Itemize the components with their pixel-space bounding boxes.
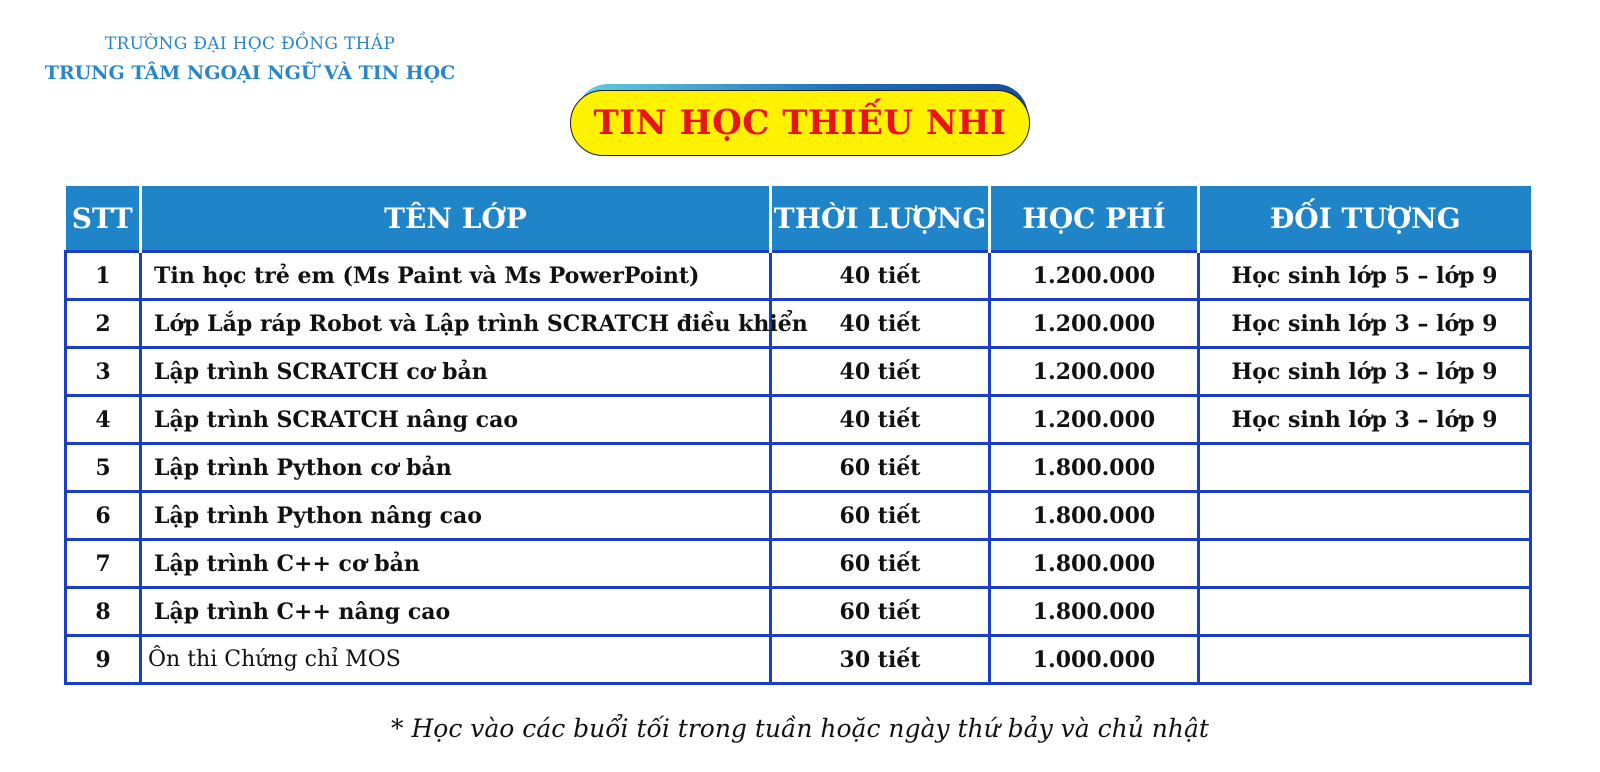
- table-row: [66, 588, 1531, 636]
- cell-target: [1199, 444, 1531, 492]
- table-row: [66, 396, 1531, 444]
- cell-target: [1199, 588, 1531, 636]
- cell-stt: 5: [66, 444, 141, 492]
- table-header-row: [66, 186, 1531, 252]
- cell-stt: 6: [66, 492, 141, 540]
- cell-duration: 60 tiết: [771, 492, 990, 540]
- cell-target: [1199, 540, 1531, 588]
- cell-stt: 8: [66, 588, 141, 636]
- cell-fee: 1.200.000: [990, 348, 1199, 396]
- cell-fee: 1.200.000: [990, 252, 1199, 300]
- cell-fee: 1.000.000: [990, 636, 1199, 684]
- cell-stt: 3: [66, 348, 141, 396]
- cell-course-name: Lập trình Python cơ bản: [141, 444, 771, 492]
- cell-target: Học sinh lớp 3 – lớp 9: [1199, 348, 1531, 396]
- cell-course-name: Tin học trẻ em (Ms Paint và Ms PowerPoint): [141, 252, 771, 300]
- column-header-name: TÊN LỚP: [141, 186, 771, 252]
- cell-course-name: Lập trình SCRATCH nâng cao: [141, 396, 771, 444]
- table-row: [66, 348, 1531, 396]
- cell-course-name: Lập trình C++ nâng cao: [141, 588, 771, 636]
- column-header-fee: HỌC PHÍ: [990, 186, 1199, 252]
- cell-fee: 1.800.000: [990, 444, 1199, 492]
- cell-target: Học sinh lớp 3 – lớp 9: [1199, 300, 1531, 348]
- cell-stt: 1: [66, 252, 141, 300]
- table-row: [66, 492, 1531, 540]
- cell-course-name: Lập trình C++ cơ bản: [141, 540, 771, 588]
- table-row: [66, 252, 1531, 300]
- table-row: [66, 444, 1531, 492]
- cell-stt: 9: [66, 636, 141, 684]
- table-row: [66, 636, 1531, 684]
- cell-duration: 40 tiết: [771, 348, 990, 396]
- cell-course-name: Lập trình SCRATCH cơ bản: [141, 348, 771, 396]
- center-name: TRUNG TÂM NGOẠI NGỮ VÀ TIN HỌC: [44, 62, 456, 84]
- column-header-duration: THỜI LƯỢNG: [771, 186, 990, 252]
- cell-stt: 4: [66, 396, 141, 444]
- cell-duration: 40 tiết: [771, 300, 990, 348]
- cell-duration: 40 tiết: [771, 252, 990, 300]
- column-header-target: ĐỐI TƯỢNG: [1199, 186, 1531, 252]
- cell-duration: 60 tiết: [771, 588, 990, 636]
- cell-duration: 30 tiết: [771, 636, 990, 684]
- organization-header: [40, 30, 460, 88]
- cell-fee: 1.800.000: [990, 540, 1199, 588]
- cell-course-name: Lớp Lắp ráp Robot và Lập trình SCRATCH điều khiển: [141, 300, 771, 348]
- cell-duration: 60 tiết: [771, 540, 990, 588]
- cell-target: Học sinh lớp 3 – lớp 9: [1199, 396, 1531, 444]
- cell-duration: 40 tiết: [771, 396, 990, 444]
- cell-stt: 2: [66, 300, 141, 348]
- cell-target: Học sinh lớp 5 – lớp 9: [1199, 252, 1531, 300]
- cell-fee: 1.800.000: [990, 588, 1199, 636]
- page-title: TIN HỌC THIẾU NHI: [570, 90, 1030, 156]
- cell-fee: 1.200.000: [990, 300, 1199, 348]
- cell-duration: 60 tiết: [771, 444, 990, 492]
- cell-fee: 1.800.000: [990, 492, 1199, 540]
- cell-fee: 1.200.000: [990, 396, 1199, 444]
- cell-course-name: Ôn thi Chứng chỉ MOS: [141, 636, 771, 684]
- cell-course-name: Lập trình Python nâng cao: [141, 492, 771, 540]
- table-row: [66, 540, 1531, 588]
- cell-target: [1199, 636, 1531, 684]
- schedule-note: * Học vào các buổi tối trong tuần hoặc ngày thứ bảy và chủ nhật: [391, 714, 1209, 743]
- course-table: [64, 186, 1532, 685]
- title-banner: [570, 86, 1034, 160]
- university-name: TRƯỜNG ĐẠI HỌC ĐỒNG THÁP: [104, 34, 396, 54]
- cell-stt: 7: [66, 540, 141, 588]
- table-row: [66, 300, 1531, 348]
- column-header-stt: STT: [66, 186, 141, 252]
- cell-target: [1199, 492, 1531, 540]
